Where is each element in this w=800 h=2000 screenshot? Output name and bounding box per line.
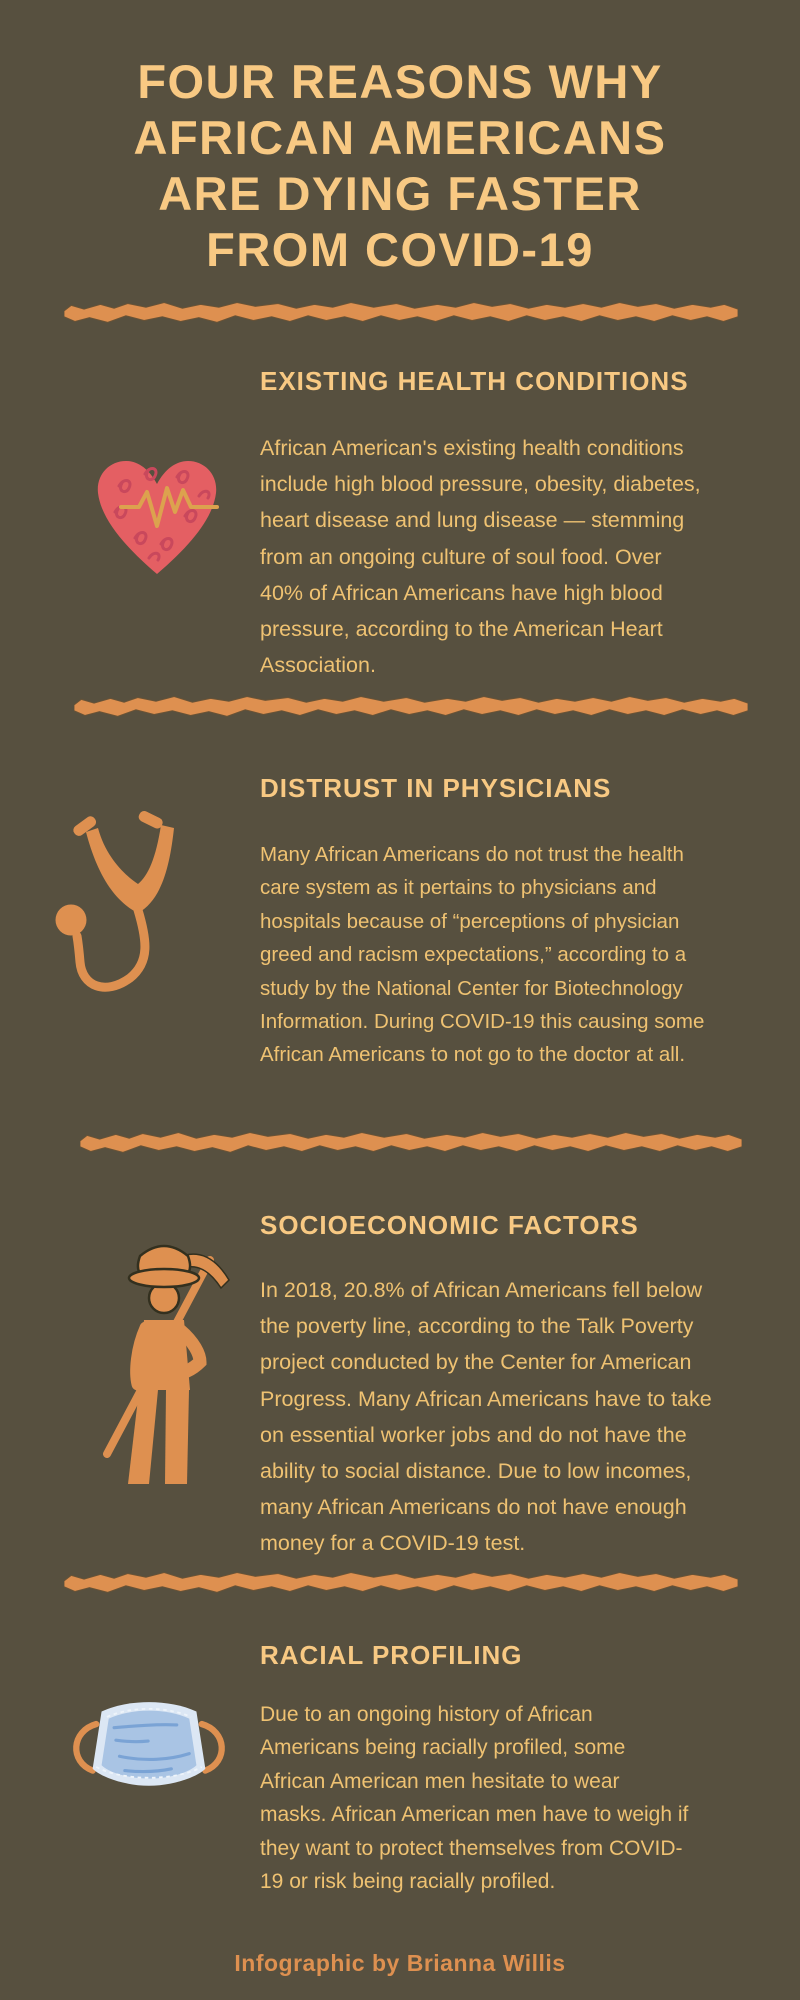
section-body-racial-profiling: Due to an ongoing history of African Americans being racially profiled, some African American men hesitate to wear masks. African American men have to weigh if they want to protect themselves from COVID- 19 or risk being racially profiled. xyxy=(260,1703,689,1894)
brush-divider xyxy=(64,296,738,328)
credit-line: Infographic by Brianna Willis xyxy=(234,1950,566,1976)
section-body-distrust-in-physicians: Many African Americans do not trust the health care system as it pertains to physicians and hospitals because of “perceptions of physician greed and racism expectations,” according to a study by the National Center for Biotechnology Information. During COVID-19 this causing some African Americans to not go to the doctor at all. xyxy=(260,843,705,1067)
brush-divider xyxy=(74,690,748,722)
stethoscope-icon xyxy=(50,810,200,1012)
page-title: FOUR REASONS WHY AFRICAN AMERICANS ARE DYING FASTER FROM COVID-19 xyxy=(133,55,667,276)
brush-divider xyxy=(64,1566,738,1598)
section-heading-existing-health-conditions: EXISTING HEALTH CONDITIONS xyxy=(260,366,689,396)
section-heading-distrust-in-physicians: DISTRUST IN PHYSICIANS xyxy=(260,773,612,803)
miner-pickaxe-icon xyxy=(92,1232,234,1498)
section-heading-racial-profiling: RACIAL PROFILING xyxy=(260,1640,523,1670)
section-body-existing-health-conditions: African American's existing health conditions include high blood pressure, obesity, diabetes, heart disease and lung disease — stemming from an ongoing culture of soul food. Over 40% of African Americans have high blood pressure, according to the American Heart Association. xyxy=(260,436,701,678)
section-body-socioeconomic-factors: In 2018, 20.8% of African Americans fell below the poverty line, according to the Talk Poverty project conducted by the Center for American Progress. Many African Americans have to take on essential worker jobs and do not have the ability to social distance. Due to low incomes, many African Americans do not have enough money for a COVID-19 test. xyxy=(260,1278,712,1556)
brush-divider xyxy=(80,1126,742,1158)
section-heading-socioeconomic-factors: SOCIOECONOMIC FACTORS xyxy=(260,1210,639,1240)
heart-ekg-icon xyxy=(86,444,228,582)
face-mask-icon xyxy=(64,1690,234,1793)
